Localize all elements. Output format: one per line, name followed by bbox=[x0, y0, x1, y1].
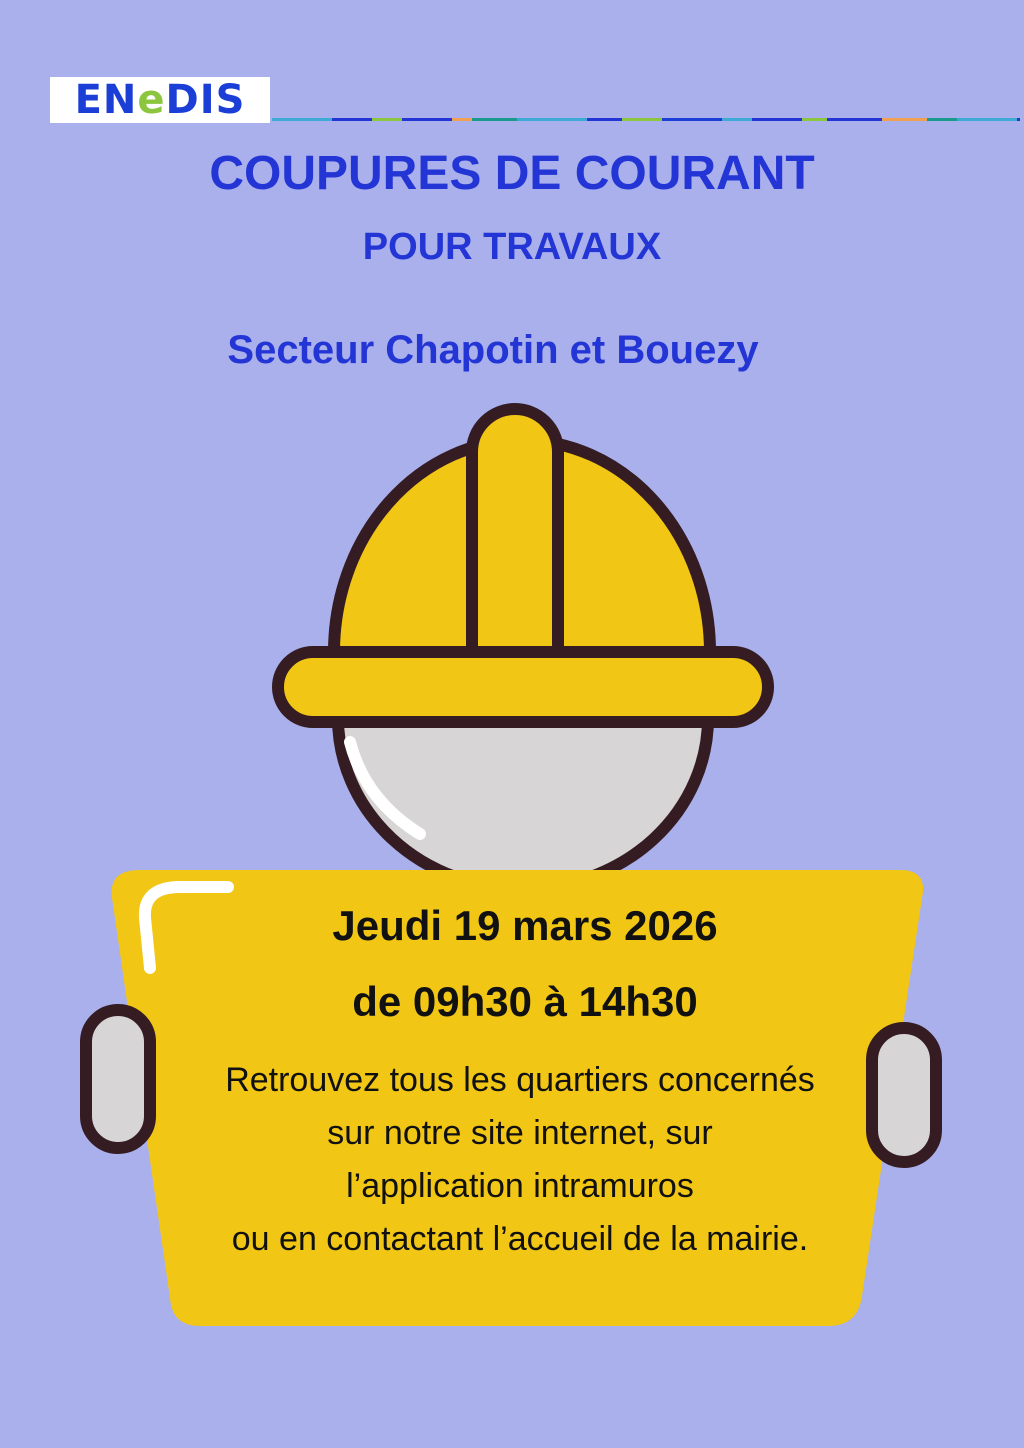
info-text bbox=[140, 1054, 900, 1266]
helmet-brim bbox=[278, 652, 768, 722]
sector-label: Secteur Chapotin et Bouezy bbox=[227, 328, 759, 372]
logo-text-part3: DIS bbox=[165, 77, 246, 123]
outage-time: de 09h30 à 14h30 bbox=[352, 978, 698, 1025]
logo-text-part1: EN bbox=[74, 77, 138, 123]
info-line: ou en contactant l’accueil de la mairie. bbox=[231, 1220, 809, 1258]
info-line: l’application intramuros bbox=[346, 1167, 694, 1205]
info-line: sur notre site internet, sur bbox=[327, 1114, 713, 1152]
page-subtitle: POUR TRAVAUX bbox=[362, 226, 662, 268]
info-line: Retrouvez tous les quartiers concernés bbox=[225, 1061, 815, 1099]
helmet-ridge bbox=[472, 409, 558, 652]
logo-text-part2: e bbox=[137, 77, 166, 123]
page-title: COUPURES DE COURANT bbox=[209, 147, 815, 200]
face-shape bbox=[338, 718, 708, 889]
outage-date: Jeudi 19 mars 2026 bbox=[332, 902, 718, 949]
